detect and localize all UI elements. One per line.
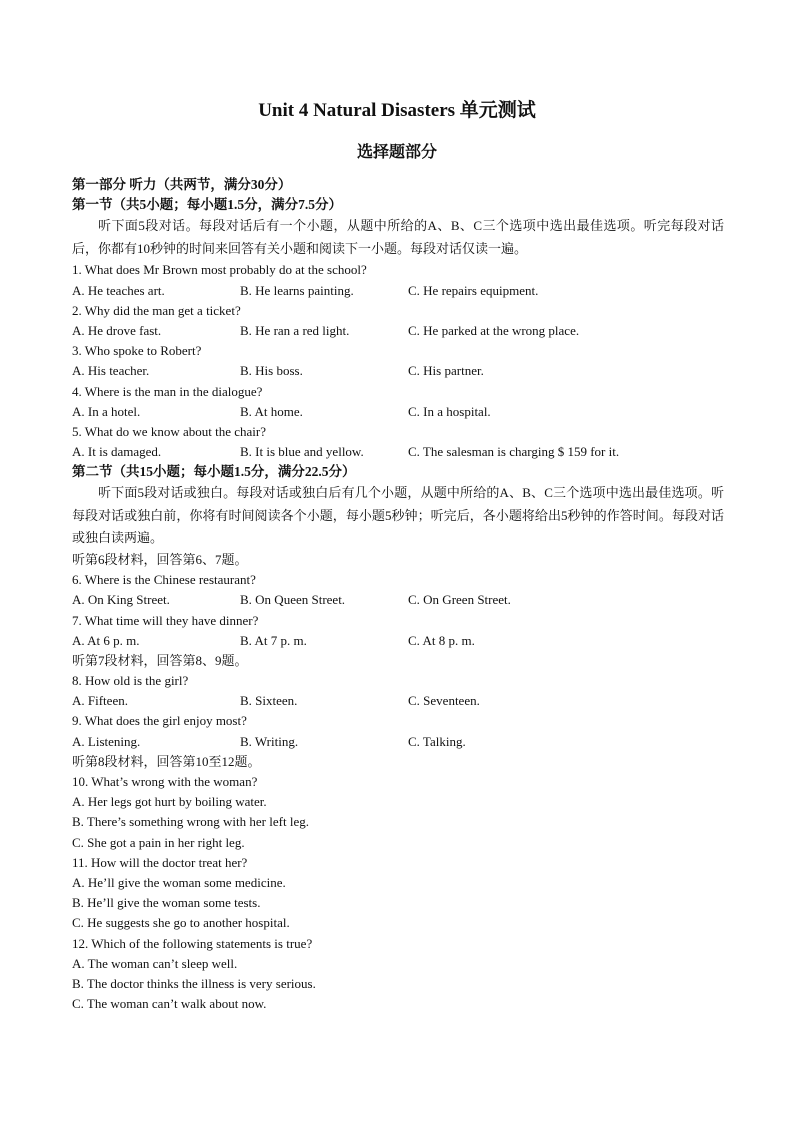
option-b: B. His boss.: [240, 363, 303, 379]
question-8: [72, 671, 724, 711]
option-a: A. Fifteen.: [72, 693, 128, 709]
part1-heading: 第一部分 听力（共两节，满分30分）: [72, 177, 292, 192]
question-stem: 12. Which of the following statements is true?: [72, 935, 313, 951]
section2-instructions: 听下面5段对话或独白。每段对话或独白后有几个小题，从题中所给的A、B、C三个选项中选出最佳选项。听每段对话或独白前，你将有时间阅读各个小题，每小题5秒钟；听完后，各小题将给出5秒钟的作答时间。每段对话或独白读两遍。: [72, 485, 724, 546]
option-c: C. In a hospital.: [408, 403, 491, 419]
option-b: B. At 7 p. m.: [240, 632, 307, 648]
section2-heading: 第二节（共15小题；每小题1.5分，满分22.5分）: [72, 464, 356, 480]
document-subtitle: 选择题部分: [356, 144, 437, 161]
question-11: [72, 853, 724, 934]
section1-heading: 第一节（共5小题；每小题1.5分，满分7.5分）: [72, 197, 342, 213]
option-a: A. Her legs got hurt by boiling water.: [72, 794, 267, 810]
option-c: C. At 8 p. m.: [408, 632, 475, 648]
option-a: A. It is damaged.: [72, 444, 162, 460]
option-b: B. Sixteen.: [240, 693, 298, 709]
question-stem: 2. Why did the man get a ticket?: [72, 302, 241, 318]
question-stem: 6. Where is the Chinese restaurant?: [72, 572, 256, 588]
option-c: C. The salesman is charging $ 159 for it.: [408, 444, 620, 460]
option-b: B. At home.: [240, 403, 303, 419]
option-a: A. He’ll give the woman some medicine.: [72, 874, 286, 890]
option-b: B. On Queen Street.: [240, 592, 346, 608]
option-a: A. He teaches art.: [72, 282, 165, 298]
document-title: Unit 4 Natural Disasters 单元测试: [258, 100, 536, 121]
question-stem: 10. What’s wrong with the woman?: [72, 774, 258, 789]
question-stem: 11. How will the doctor treat her?: [72, 854, 248, 870]
option-b: B. Writing.: [240, 733, 299, 749]
option-c: C. His partner.: [408, 363, 484, 379]
question-6: [72, 570, 724, 610]
option-b: B. He ran a red light.: [240, 322, 350, 338]
option-c: C. He parked at the wrong place.: [408, 322, 580, 338]
question-stem: 7. What time will they have dinner?: [72, 612, 259, 628]
material6-intro: 听第6段材料，回答第6、7题。: [72, 551, 248, 567]
option-b: B. It is blue and yellow.: [240, 444, 364, 460]
option-c: C. She got a pain in her right leg.: [72, 834, 245, 850]
question-options: [72, 631, 724, 651]
question-options: [72, 361, 724, 381]
question-4: [72, 382, 724, 422]
option-b: B. He’ll give the woman some tests.: [72, 895, 261, 911]
option-b: B. There’s something wrong with her left leg.: [72, 814, 309, 830]
question-1: [72, 260, 724, 300]
option-a: A. Listening.: [72, 733, 141, 749]
question-12: [72, 934, 724, 1015]
option-c: C. Seventeen.: [408, 693, 480, 709]
option-c: C. The woman can’t walk about now.: [72, 996, 267, 1012]
option-c: C. He suggests she go to another hospital.: [72, 915, 290, 931]
question-3: [72, 341, 724, 381]
option-b: B. The doctor thinks the illness is very serious.: [72, 975, 316, 991]
question-9: [72, 711, 724, 751]
question-stem: 9. What does the girl enjoy most?: [72, 713, 247, 729]
document-content: [72, 175, 724, 1014]
section1-instructions: 听下面5段对话。每段对话后有一个小题，从题中所给的A、B、C三个选项中选出最佳选项。听完每段对话后，你都有10秒钟的时间来回答有关小题和阅读下一小题。每段对话仅读一遍。: [72, 218, 724, 256]
question-options: [72, 691, 724, 711]
option-a: A. His teacher.: [72, 363, 150, 379]
material8-intro: 听第8段材料，回答第10至12题。: [72, 753, 261, 769]
question-options: [72, 281, 724, 301]
question-stem: 8. How old is the girl?: [72, 673, 189, 689]
question-options: [72, 590, 724, 610]
question-2: [72, 301, 724, 341]
option-a: A. At 6 p. m.: [72, 632, 140, 648]
option-a: A. On King Street.: [72, 592, 170, 608]
question-options: [72, 732, 724, 752]
question-stem: 1. What does Mr Brown most probably do at the school?: [72, 262, 367, 278]
question-10: [72, 772, 724, 853]
option-a: A. He drove fast.: [72, 322, 162, 338]
option-a: A. In a hotel.: [72, 403, 141, 419]
question-stem: 5. What do we know about the chair?: [72, 423, 266, 439]
option-b: B. He learns painting.: [240, 282, 354, 298]
material7-intro: 听第7段材料，回答第8、9题。: [72, 652, 248, 668]
question-options: [72, 402, 724, 422]
option-a: A. The woman can’t sleep well.: [72, 955, 238, 971]
option-c: C. He repairs equipment.: [408, 282, 539, 298]
question-5: [72, 422, 724, 462]
question-options: [72, 442, 724, 462]
question-stem: 3. Who spoke to Robert?: [72, 343, 202, 359]
question-7: [72, 611, 724, 651]
question-stem: 4. Where is the man in the dialogue?: [72, 383, 263, 399]
option-c: C. Talking.: [408, 733, 466, 749]
option-c: C. On Green Street.: [408, 592, 511, 608]
question-options: [72, 321, 724, 341]
